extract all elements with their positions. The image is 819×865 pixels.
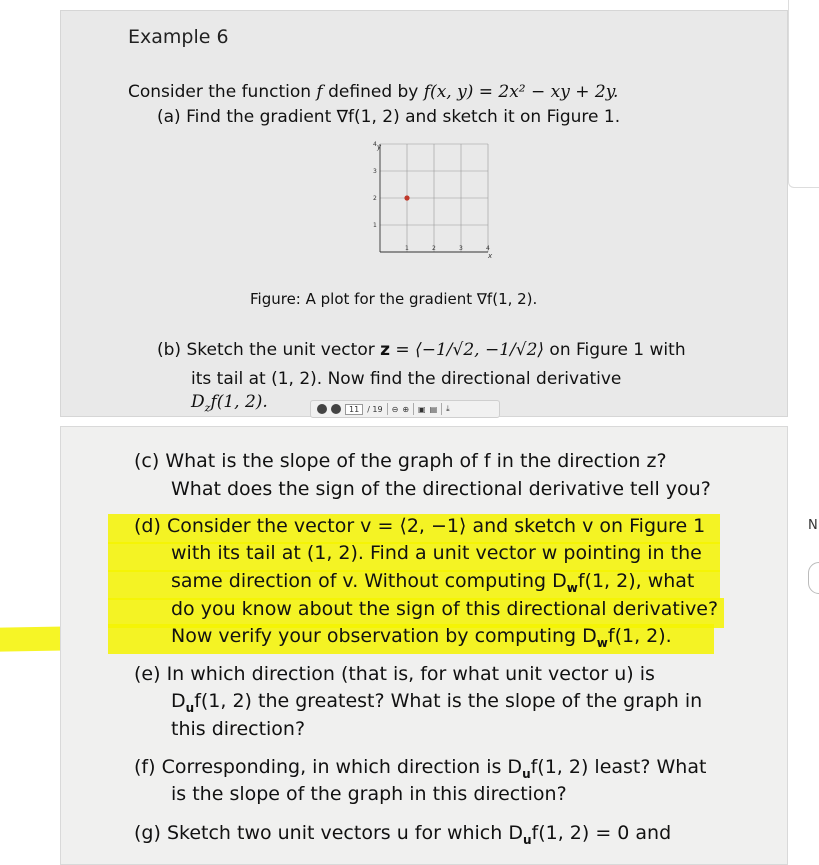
prev-page-icon[interactable] (317, 404, 327, 414)
part-d-sub-3: w (566, 580, 578, 595)
zoom-in-icon[interactable]: ⊕ (402, 404, 410, 414)
intro-formula: f(x, y) = 2x² − xy + 2y. (423, 82, 619, 102)
save-icon[interactable]: ▣ (418, 404, 426, 414)
part-b-post: on Figure 1 with (544, 340, 686, 360)
y-tick-label: 4 (373, 141, 377, 148)
part-d-line-2: with its tail at (1, 2). Find a unit vector w pointing in the (171, 542, 702, 564)
part-a: (a) Find the gradient ∇f(1, 2) and sketch it on Figure 1. (157, 107, 621, 127)
part-f-line-1 (134, 756, 706, 781)
intro-f: f (316, 82, 323, 102)
part-f-sub: u (522, 766, 531, 781)
part-d-sub-5: w (596, 635, 608, 650)
part-e-line-3: this direction? (171, 718, 306, 740)
part-f-label: (f) (134, 756, 156, 778)
part-b-eq: = ⟨−1/√2, −1/√2⟩ (390, 340, 545, 360)
part-b-line-3 (191, 392, 268, 414)
part-b-d-post: f(1, 2). (210, 392, 268, 412)
side-scroll-indicator[interactable] (808, 562, 819, 594)
part-e-text-2: f(1, 2) the greatest? What is the slope of the graph in (194, 690, 703, 712)
part-g-text-1-post: f(1, 2) = 0 and (531, 822, 672, 844)
figure-caption: Figure: A plot for the gradient ∇f(1, 2). (250, 290, 538, 308)
part-f-text-1-post: f(1, 2) least? What (530, 756, 707, 778)
y-tick-label: 2 (373, 195, 377, 202)
part-d-label: (d) (134, 515, 161, 537)
part-g-text-1: Sketch two unit vectors u for which D (166, 822, 523, 844)
part-g-label: (g) (134, 822, 161, 844)
slide-top (60, 10, 788, 417)
page-number-input[interactable]: 11 (345, 404, 363, 415)
part-c-label: (c) (134, 450, 160, 472)
plot-x-axis-label: x (488, 252, 493, 260)
download-icon[interactable]: ⤓ (446, 404, 450, 413)
zoom-out-icon[interactable]: ⊖ (391, 404, 399, 414)
x-tick-label: 2 (432, 245, 436, 252)
part-f-line-2: is the slope of the graph in this direction? (171, 783, 567, 805)
part-b-pre: (b) Sketch the unit vector (157, 340, 381, 360)
pdf-toolbar (310, 400, 500, 418)
slide-bottom (60, 426, 788, 865)
part-e-label: (e) (134, 663, 161, 685)
part-d-line-4: do you know about the sign of this directional derivative? (171, 598, 719, 620)
part-b-line-2: its tail at (1, 2). Now find the directional derivative (191, 369, 622, 389)
intro-mid: defined by (322, 82, 424, 102)
part-c-line-2: What does the sign of the directional derivative tell you? (171, 478, 711, 500)
part-d-text-5: Now verify your observation by computing D (171, 625, 597, 647)
part-b-d: D (191, 392, 205, 412)
part-e-d: D (171, 690, 186, 712)
toolbar-divider (387, 403, 388, 415)
part-c-text-1: What is the slope of the graph of f in the direction z? (165, 450, 667, 472)
x-tick-label: 4 (486, 245, 490, 252)
part-g-line-1 (134, 822, 671, 847)
page-total: / 19 (367, 404, 383, 414)
part-d-text-1: Consider the vector v = ⟨2, −1⟩ and sketch v on Figure 1 (166, 515, 706, 537)
part-f-text-1: Corresponding, in which direction is D (161, 756, 523, 778)
next-page-icon[interactable] (331, 404, 341, 414)
side-panel (788, 0, 819, 188)
part-b-sub: z (204, 401, 211, 415)
part-e-text-1: In which direction (that is, for what unit vector u) is (166, 663, 655, 685)
part-d-line-5 (171, 625, 672, 650)
plot-point (404, 195, 409, 200)
intro-line (128, 82, 618, 102)
part-d-line-1 (134, 515, 705, 537)
gradient-plot (360, 140, 510, 270)
plot-y-axis-label: y (377, 143, 382, 151)
y-tick-label: 1 (373, 222, 377, 229)
part-e-sub: u (185, 700, 195, 715)
intro-pre: Consider the function (128, 82, 317, 102)
part-c-line-1 (134, 450, 667, 472)
part-d-text-3-post: f(1, 2), what (577, 570, 695, 592)
part-e-line-1 (134, 663, 655, 685)
part-d-text-3: same direction of v. Without computing D (171, 570, 567, 592)
slide-title: Example 6 (128, 26, 229, 48)
part-e-line-2 (171, 690, 702, 715)
part-b-vec: z (380, 340, 391, 360)
toolbar-divider (413, 403, 414, 415)
y-tick-label: 3 (373, 168, 377, 175)
x-tick-label: 3 (459, 245, 463, 252)
print-icon[interactable]: ▤ (429, 404, 438, 414)
side-letter: N (808, 518, 818, 533)
part-d-line-3 (171, 570, 694, 595)
plot-grid (380, 144, 488, 252)
part-d-text-5-post: f(1, 2). (607, 625, 672, 647)
part-g-sub: u (522, 832, 532, 847)
toolbar-divider (441, 403, 442, 415)
part-b-line-1 (157, 340, 686, 360)
x-tick-label: 1 (405, 245, 409, 252)
